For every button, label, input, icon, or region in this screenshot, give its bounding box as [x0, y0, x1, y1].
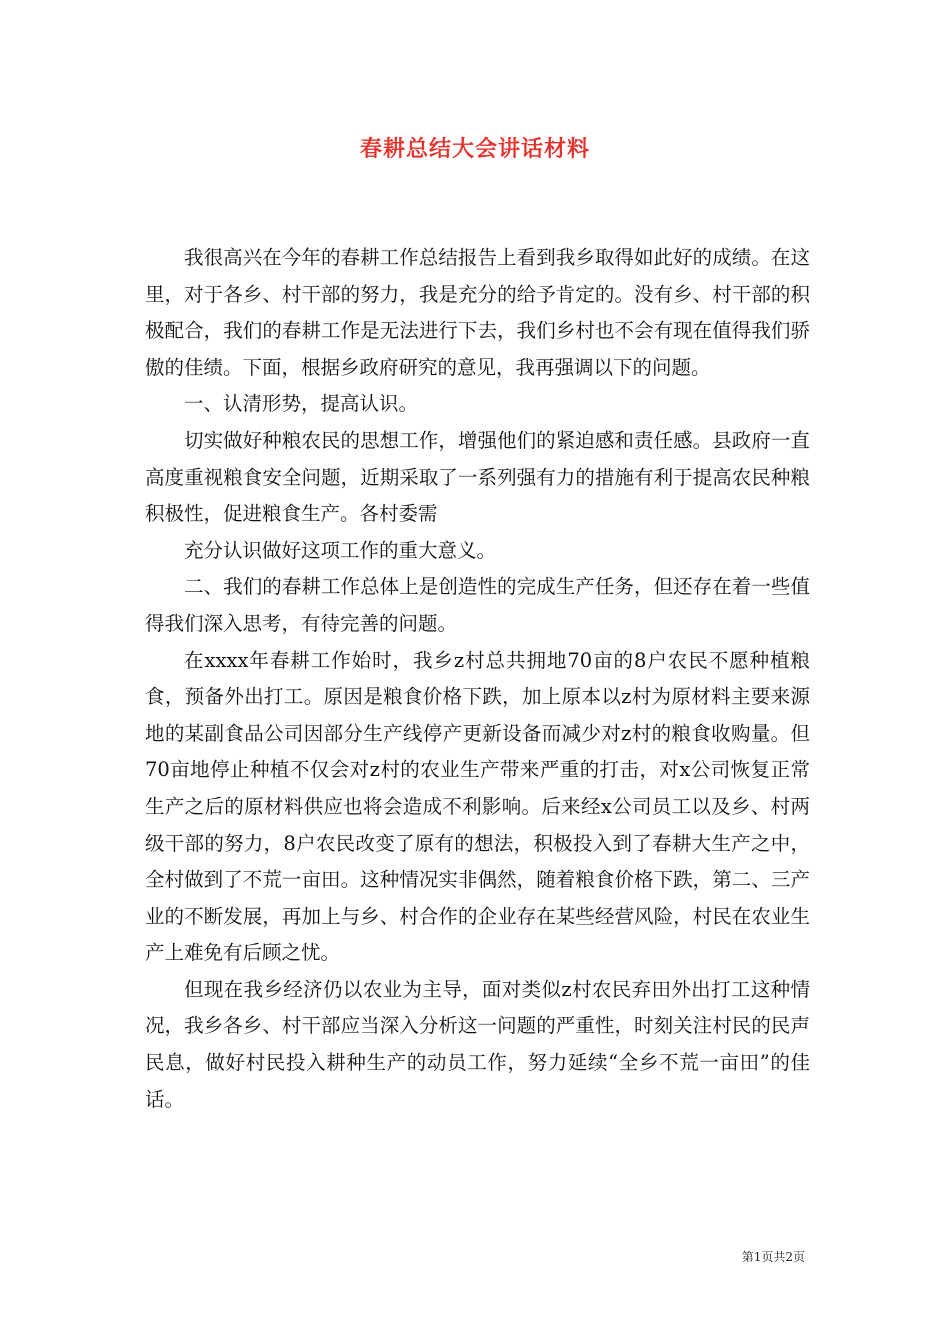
paragraph-case: 在xxxx年春耕工作始时，我乡z村总共拥地70亩的8户农民不愿种植粮食，预备外出打工。原因是粮食价格下跌，加上原本以z村为原材料主要来源地的某副食品公司因部分生产线停产更新设备而减少对z村的粮食收购量。但70亩地停止种植不仅会对z村的农业生产带来严重的打击，对x公司恢复正常生产之后的原材料供应也将会造成不利影响。后来经x公司员工以及乡、村两级干部的努力，8户农民改变了原有的想法，积极投入到了春耕大生产之中，全村做到了不荒一亩田。这种情况实非偶然，随着粮食价格下跌，第二、三产业的不断发展，再加上与乡、村合作的企业存在某些经营风险，村民在农业生产上难免有后顾之忧。 — [145, 648, 810, 965]
page-number: 第1页共2页 — [741, 1250, 805, 1264]
section-heading-1: 一、认清形势，提高认识。 — [184, 392, 419, 416]
paragraph-section-1: 切实做好种粮农民的思想工作，增强他们的紧迫感和责任感。县政府一直高度重视粮食安全问题，近期采取了一系列强有力的措施有利于提高农民种粮积极性，促进粮食生产。各村委需 — [145, 428, 810, 526]
paragraph-conclusion: 但现在我乡经济仍以农业为主导，面对类似z村农民弃田外出打工这种情况，我乡各乡、村干部应当深入分析这一问题的严重性，时刻关注村民的民声民息，做好村民投入耕种生产的动员工作，努力延续“全乡不荒一亩田”的佳话。 — [145, 977, 810, 1111]
document-body — [145, 240, 810, 1118]
section-heading-2: 二、我们的春耕工作总体上是创造性的完成生产任务，但还存在着一些值得我们深入思考，有待完善的问题。 — [145, 575, 810, 635]
paragraph-intro: 我很高兴在今年的春耕工作总结报告上看到我乡取得如此好的成绩。在这里，对于各乡、村干部的努力，我是充分的给予肯定的。没有乡、村干部的积极配合，我们的春耕工作是无法进行下去，我们乡村也不会有现在值得我们骄傲的佳绩。下面，根据乡政府研究的意见，我再强调以下的问题。 — [145, 246, 810, 379]
document-title: 春耕总结大会讲话材料 — [359, 136, 590, 162]
paragraph-section-1-cont: 充分认识做好这项工作的重大意义。 — [184, 538, 497, 562]
